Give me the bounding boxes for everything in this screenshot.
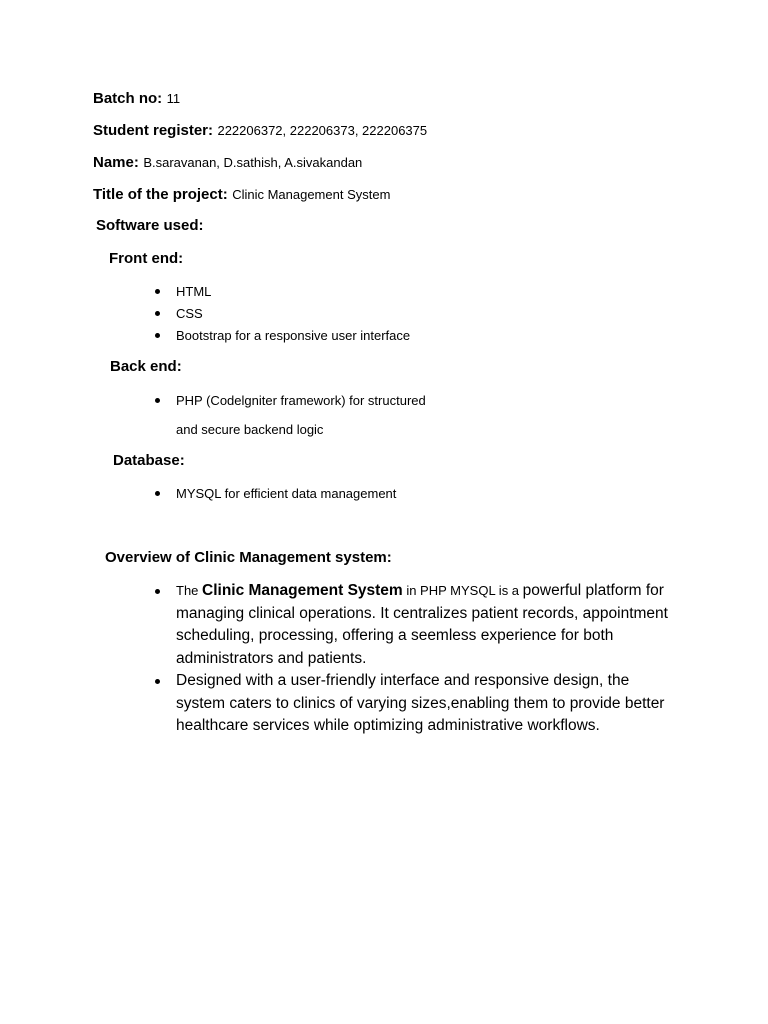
bullet-dot <box>155 679 160 684</box>
overview-p1-the: The <box>176 583 203 598</box>
overview-paragraph-2: Designed with a user-friendly interface and responsive design, the system caters to clinics of varying sizes,enabling them to provide better healthcare services while optimizing administrative workflows. <box>176 672 665 734</box>
register-value: 222206372, 222206373, 222206375 <box>217 123 428 138</box>
overview-p1-mid: in PHP MYSQL is a <box>402 583 523 598</box>
title-value: Clinic Management System <box>232 187 391 202</box>
front-end-item: Bootstrap for a responsive user interface <box>176 328 411 343</box>
overview-paragraph-1 <box>176 580 676 670</box>
batch-label: Batch no: <box>93 90 163 107</box>
back-end-item-line1: PHP (Codelgniter framework) for structured <box>176 393 426 408</box>
overview-p1-rest: powerful platform for managing clinical operations. It centralizes patient records, appointment scheduling, processing, offering a seemless experience for both administrators and patients. <box>176 582 668 667</box>
database-item: MYSQL for efficient data management <box>176 486 397 501</box>
back-end-heading: Back end: <box>110 358 182 375</box>
title-line <box>93 185 390 204</box>
bullet-dot <box>155 491 160 496</box>
database-heading: Database: <box>113 452 185 469</box>
front-end-item: HTML <box>176 284 212 299</box>
back-end-item-line2: and secure backend logic <box>176 422 324 437</box>
bullet-dot <box>155 589 160 594</box>
batch-value: 11 <box>166 91 181 106</box>
bullet-dot <box>155 289 160 294</box>
front-end-heading: Front end: <box>109 250 184 267</box>
name-line <box>93 153 362 172</box>
overview-p1-strong: Clinic Management System <box>202 582 403 599</box>
name-value: B.saravanan, D.sathish, A.sivakandan <box>143 155 363 170</box>
register-label: Student register: <box>93 122 214 139</box>
front-end-item: CSS <box>176 306 203 321</box>
name-label: Name: <box>93 154 139 171</box>
overview-heading: Overview of Clinic Management system: <box>105 549 392 566</box>
bullet-dot <box>155 311 160 316</box>
title-label: Title of the project: <box>93 186 228 203</box>
bullet-dot <box>155 333 160 338</box>
software-heading: Software used: <box>96 217 204 234</box>
bullet-dot <box>155 398 160 403</box>
register-line <box>93 121 427 140</box>
batch-line <box>93 89 180 108</box>
